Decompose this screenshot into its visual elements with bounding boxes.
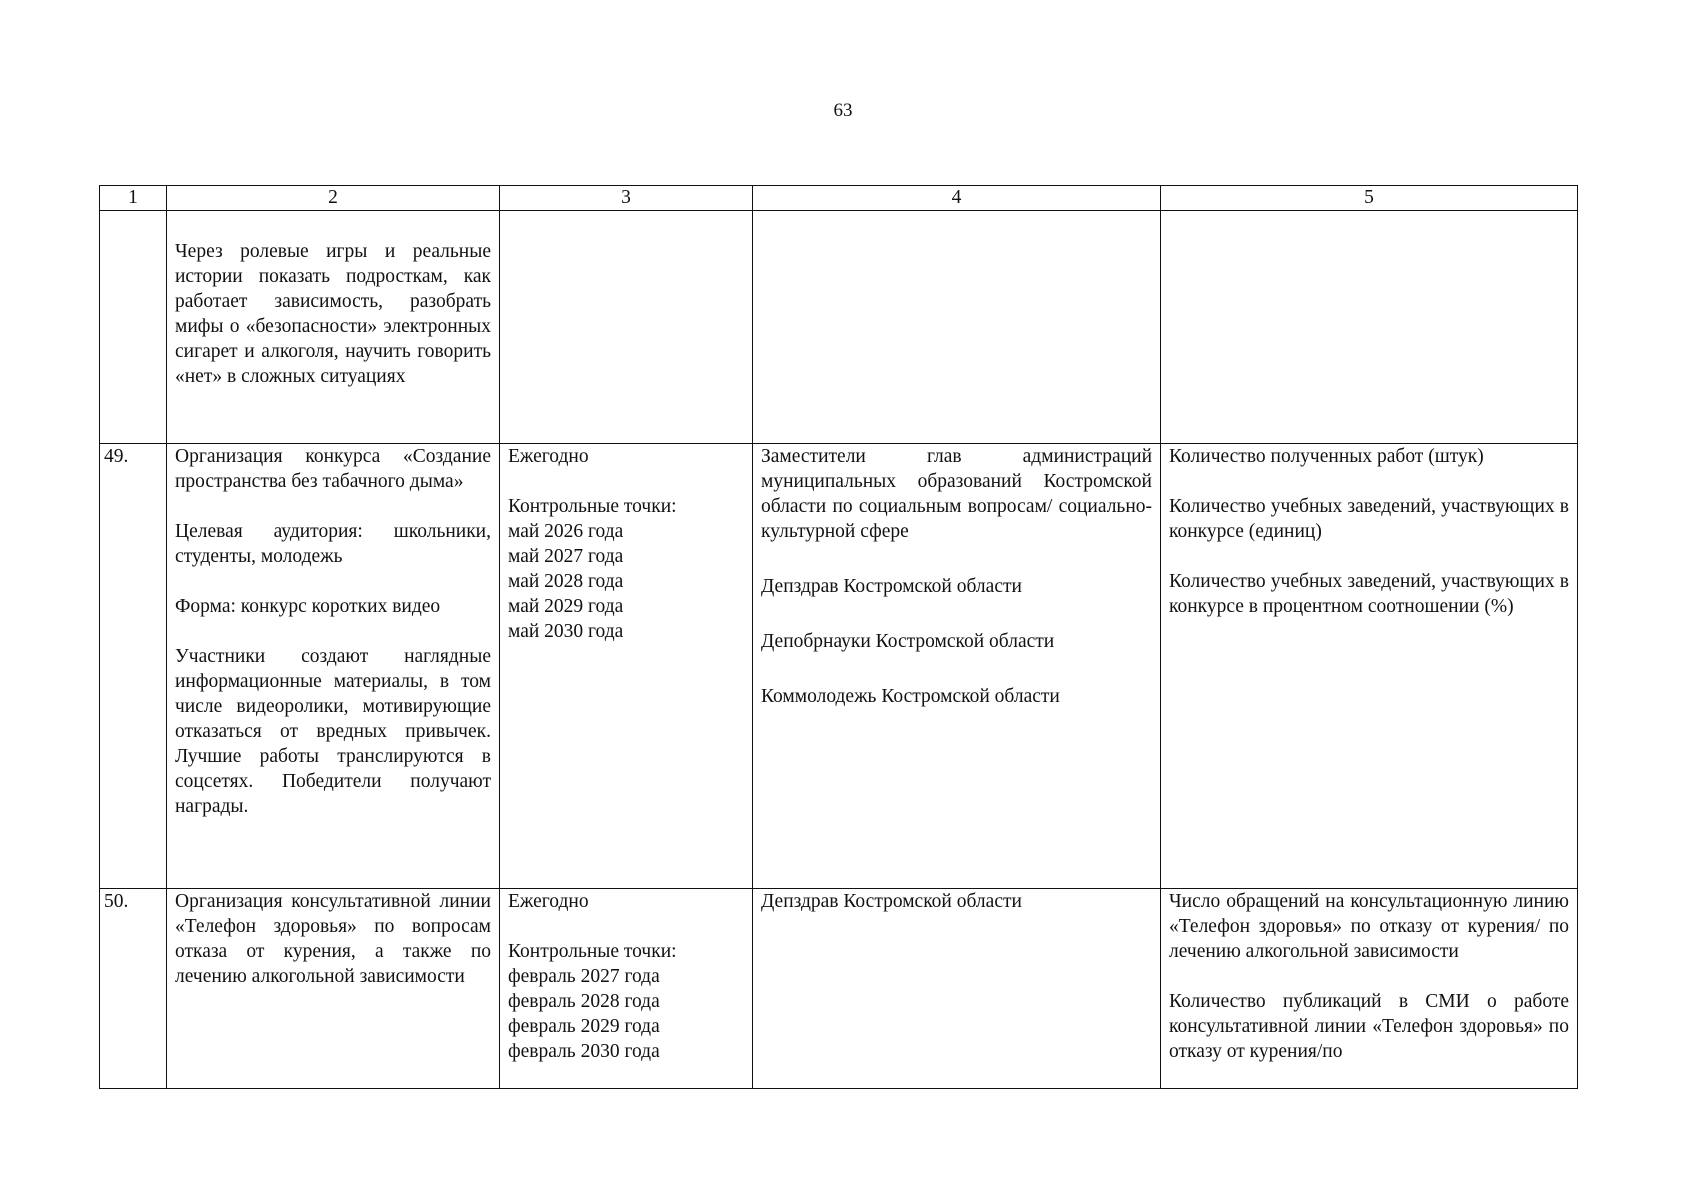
table-row-continuation	[100, 211, 1578, 444]
responsible-party: Депздрав Костромской области	[761, 576, 1022, 597]
checkpoint: февраль 2027 года	[508, 966, 660, 987]
measure-description-cell	[167, 889, 500, 1089]
measure-details: Участники создают наглядные информационные материалы, в том числе видеоролики, мотивирующие отказаться от вредных привычек. Лучшие работы транслируются в соцсетях. Победители получают награды.	[175, 646, 491, 817]
measure-title: Организация конкурса «Создание пространства без табачного дыма»	[175, 446, 491, 492]
indicator: Количество учебных заведений, участвующих в конкурсе (единиц)	[1169, 496, 1569, 542]
checkpoint: февраль 2028 года	[508, 991, 660, 1012]
deadline-cell	[500, 444, 753, 889]
column-header-5: 5	[1161, 186, 1578, 211]
frequency: Ежегодно	[508, 891, 589, 912]
row-number: 50.	[100, 889, 167, 1089]
responsible-cell	[753, 889, 1161, 1089]
indicator-cell	[1161, 889, 1578, 1089]
indicator: Количество учебных заведений, участвующих в конкурсе в процентном соотношении (%)	[1169, 571, 1569, 617]
frequency: Ежегодно	[508, 446, 589, 467]
deadline-cell	[500, 211, 753, 444]
table-row-49	[100, 444, 1578, 889]
row-number-cell	[100, 211, 167, 444]
indicator: Количество публикаций в СМИ о работе консультативной линии «Телефон здоровья» по отказу от курения/по	[1169, 991, 1569, 1062]
responsible-cell	[753, 444, 1161, 889]
measure-description-cell	[167, 211, 500, 444]
checkpoint: февраль 2029 года	[508, 1016, 660, 1037]
checkpoint: февраль 2030 года	[508, 1041, 660, 1062]
checkpoint: май 2030 года	[508, 621, 624, 642]
indicator: Число обращений на консультационную линию «Телефон здоровья» по отказу от курения/ по лечению алкогольной зависимости	[1169, 891, 1569, 962]
column-header-1: 1	[100, 186, 167, 211]
row-number: 49.	[100, 444, 167, 889]
checkpoint: май 2029 года	[508, 596, 624, 617]
deadline-cell	[500, 889, 753, 1089]
continuation-text: Через ролевые игры и реальные истории показать подросткам, как работает зависимость, разобрать мифы о «безопасности» электронных сигарет и алкоголя, научить говорить «нет» в сложных ситуациях	[175, 241, 491, 387]
column-header-4: 4	[753, 186, 1161, 211]
table-header-row	[100, 186, 1578, 211]
table-row-50	[100, 889, 1578, 1089]
column-header-3: 3	[500, 186, 753, 211]
indicator-cell	[1161, 211, 1578, 444]
measure-description-cell	[167, 444, 500, 889]
indicator: Количество полученных работ (штук)	[1169, 446, 1484, 467]
checkpoint: май 2028 года	[508, 571, 624, 592]
checkpoint: май 2026 года	[508, 521, 624, 542]
target-audience: Целевая аудитория: школьники, студенты, молодежь	[175, 521, 491, 567]
measures-table	[99, 185, 1578, 1089]
responsible-party: Заместители глав администраций муниципальных образований Костромской области по социальным вопросам/ социально-культурной сфере	[761, 446, 1152, 542]
page-number: 63	[833, 100, 853, 121]
checkpoints-label: Контрольные точки:	[508, 496, 677, 517]
column-header-2: 2	[167, 186, 500, 211]
responsible-party: Депобрнауки Костромской области	[761, 631, 1055, 652]
measure-form: Форма: конкурс коротких видео	[175, 596, 441, 617]
responsible-cell	[753, 211, 1161, 444]
responsible-party: Депздрав Костромской области	[761, 891, 1022, 912]
measure-title: Организация консультативной линии «Телефон здоровья» по вопросам отказа от курения, а также по лечению алкогольной зависимости	[175, 891, 491, 987]
checkpoint: май 2027 года	[508, 546, 624, 567]
checkpoints-label: Контрольные точки:	[508, 941, 677, 962]
responsible-party: Коммолодежь Костромской области	[761, 686, 1060, 707]
indicator-cell	[1161, 444, 1578, 889]
